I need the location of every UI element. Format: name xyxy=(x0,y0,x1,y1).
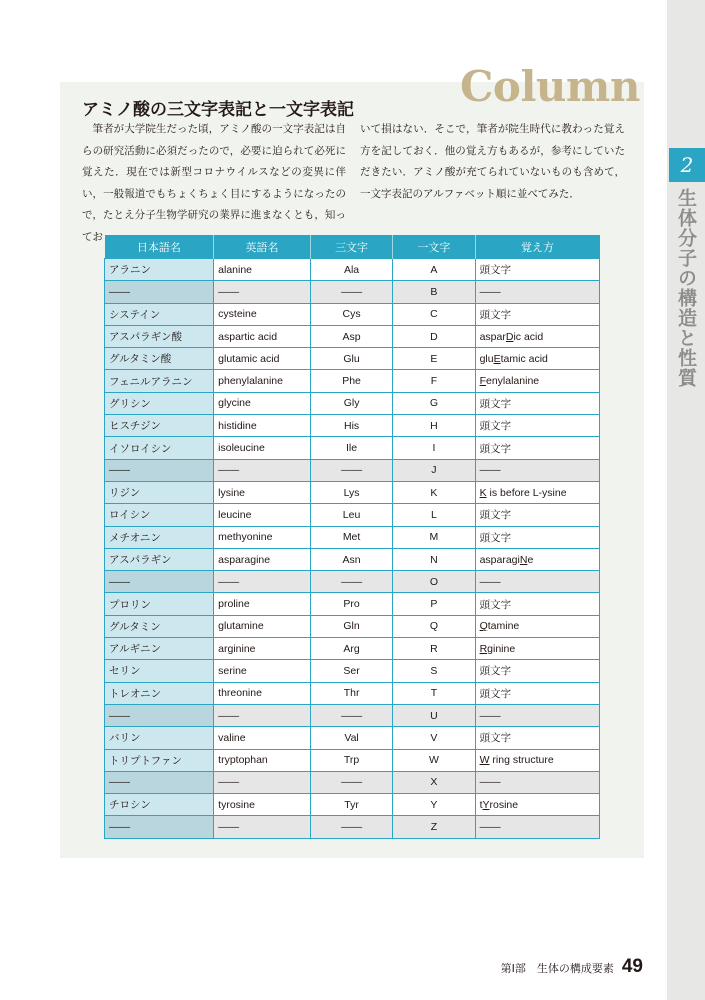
cell-english-name: cysteine xyxy=(214,303,311,325)
table-row xyxy=(105,615,600,637)
cell-mnemonic: W ring structure xyxy=(475,749,599,771)
cell-japanese-name: グルタミン酸 xyxy=(105,348,214,370)
cell-english-name: leucine xyxy=(214,504,311,526)
cell-japanese-name: —— xyxy=(105,459,214,481)
cell-one-letter: N xyxy=(393,548,475,570)
cell-japanese-name: チロシン xyxy=(105,794,214,816)
header-english-name: 英語名 xyxy=(214,235,311,259)
table-row xyxy=(105,526,600,548)
cell-english-name: proline xyxy=(214,593,311,615)
table-row xyxy=(105,682,600,704)
cell-one-letter: I xyxy=(393,437,475,459)
mnemonic-highlight-letter: E xyxy=(493,352,501,365)
cell-three-letter: Cys xyxy=(310,303,392,325)
article-title: アミノ酸の三文字表記と一文字表記 xyxy=(82,100,354,120)
cell-one-letter: F xyxy=(393,370,475,392)
cell-three-letter: —— xyxy=(310,281,392,303)
cell-mnemonic: 頭文字 xyxy=(475,437,599,459)
cell-three-letter: Glu xyxy=(310,348,392,370)
cell-japanese-name: アスパラギン酸 xyxy=(105,325,214,347)
cell-three-letter: Ile xyxy=(310,437,392,459)
cell-three-letter: —— xyxy=(310,459,392,481)
table-row xyxy=(105,281,600,303)
cell-japanese-name: システイン xyxy=(105,303,214,325)
cell-one-letter: X xyxy=(393,771,475,793)
cell-three-letter: Arg xyxy=(310,638,392,660)
cell-japanese-name: プロリン xyxy=(105,593,214,615)
table-row xyxy=(105,370,600,392)
cell-three-letter: Trp xyxy=(310,749,392,771)
cell-three-letter: Met xyxy=(310,526,392,548)
cell-three-letter: Leu xyxy=(310,504,392,526)
cell-one-letter: Y xyxy=(393,794,475,816)
cell-english-name: lysine xyxy=(214,481,311,503)
cell-three-letter: Asp xyxy=(310,325,392,347)
cell-english-name: serine xyxy=(214,660,311,682)
cell-three-letter: Lys xyxy=(310,481,392,503)
cell-mnemonic: —— xyxy=(475,816,599,838)
cell-english-name: —— xyxy=(214,704,311,726)
cell-three-letter: Phe xyxy=(310,370,392,392)
cell-one-letter: O xyxy=(393,571,475,593)
cell-mnemonic: Rginine xyxy=(475,638,599,660)
cell-mnemonic: gluEtamic acid xyxy=(475,348,599,370)
cell-one-letter: E xyxy=(393,348,475,370)
cell-english-name: glycine xyxy=(214,392,311,414)
cell-three-letter: Ala xyxy=(310,259,392,281)
cell-mnemonic: —— xyxy=(475,704,599,726)
cell-one-letter: H xyxy=(393,415,475,437)
cell-english-name: aspartic acid xyxy=(214,325,311,347)
cell-japanese-name: —— xyxy=(105,704,214,726)
cell-japanese-name: —— xyxy=(105,281,214,303)
cell-japanese-name: —— xyxy=(105,771,214,793)
mnemonic-highlight-letter: Y xyxy=(482,798,490,811)
table-row xyxy=(105,660,600,682)
article-paragraph-left: 筆者が大学院生だった頃，アミノ酸の一文字表記は自らの研究活動に必須だったので，必要に迫られて必死に覚えた．現在では新型コロナウイルスなどの変異に伴い，一般報道でもちょくちょく目にするようになったので，たとえ分子生物学研究の業界に進まなくとも，知ってお xyxy=(82,123,346,243)
table-row xyxy=(105,325,600,347)
cell-one-letter: J xyxy=(393,459,475,481)
cell-japanese-name: セリン xyxy=(105,660,214,682)
cell-english-name: tyrosine xyxy=(214,794,311,816)
cell-english-name: glutamic acid xyxy=(214,348,311,370)
cell-mnemonic: Fenylalanine xyxy=(475,370,599,392)
cell-three-letter: Pro xyxy=(310,593,392,615)
cell-mnemonic: 頭文字 xyxy=(475,504,599,526)
cell-one-letter: B xyxy=(393,281,475,303)
mnemonic-highlight-letter: F xyxy=(479,375,486,388)
cell-japanese-name: アルギニン xyxy=(105,638,214,660)
cell-one-letter: P xyxy=(393,593,475,615)
cell-english-name: —— xyxy=(214,816,311,838)
cell-mnemonic: K is before L-ysine xyxy=(475,481,599,503)
table-row xyxy=(105,415,600,437)
chapter-number-tab: 2 xyxy=(669,148,705,182)
cell-three-letter: Gln xyxy=(310,615,392,637)
mnemonic-highlight-letter: Q xyxy=(479,620,488,633)
cell-mnemonic: —— xyxy=(475,281,599,303)
cell-three-letter: —— xyxy=(310,816,392,838)
cell-three-letter: Asn xyxy=(310,548,392,570)
cell-one-letter: Q xyxy=(393,615,475,637)
table-row xyxy=(105,704,600,726)
cell-japanese-name: フェニルアラニン xyxy=(105,370,214,392)
header-three-letter: 三文字 xyxy=(310,235,392,259)
cell-mnemonic: 頭文字 xyxy=(475,303,599,325)
cell-japanese-name: グルタミン xyxy=(105,615,214,637)
cell-english-name: alanine xyxy=(214,259,311,281)
cell-one-letter: U xyxy=(393,704,475,726)
cell-english-name: methyonine xyxy=(214,526,311,548)
cell-english-name: valine xyxy=(214,727,311,749)
table-row xyxy=(105,771,600,793)
cell-one-letter: M xyxy=(393,526,475,548)
cell-mnemonic: tYrosine xyxy=(475,794,599,816)
table-row xyxy=(105,348,600,370)
cell-one-letter: S xyxy=(393,660,475,682)
cell-three-letter: Thr xyxy=(310,682,392,704)
cell-english-name: isoleucine xyxy=(214,437,311,459)
cell-one-letter: A xyxy=(393,259,475,281)
cell-english-name: tryptophan xyxy=(214,749,311,771)
cell-japanese-name: —— xyxy=(105,816,214,838)
cell-japanese-name: リジン xyxy=(105,481,214,503)
cell-mnemonic: —— xyxy=(475,771,599,793)
mnemonic-highlight-letter: W xyxy=(479,754,490,767)
cell-english-name: glutamine xyxy=(214,615,311,637)
cell-one-letter: L xyxy=(393,504,475,526)
page-footer xyxy=(501,956,643,978)
table-row xyxy=(105,548,600,570)
table-row xyxy=(105,392,600,414)
cell-mnemonic: 頭文字 xyxy=(475,392,599,414)
cell-mnemonic: asparDic acid xyxy=(475,325,599,347)
header-mnemonic: 覚え方 xyxy=(475,235,599,259)
cell-japanese-name: —— xyxy=(105,571,214,593)
cell-one-letter: D xyxy=(393,325,475,347)
cell-three-letter: —— xyxy=(310,704,392,726)
column-logo: Column xyxy=(460,62,640,111)
article-paragraph-right: いて損はない．そこで，筆者が院生時代に教わった覚え方を記しておく．他の覚え方もあるが，参考にしていただきたい．アミノ酸が充てられていないものも含めて，一文字表記のアルファベット順に並べてみた． xyxy=(360,123,625,200)
cell-english-name: phenylalanine xyxy=(214,370,311,392)
cell-english-name: threonine xyxy=(214,682,311,704)
cell-mnemonic: 頭文字 xyxy=(475,727,599,749)
cell-japanese-name: トレオニン xyxy=(105,682,214,704)
cell-japanese-name: アスパラギン xyxy=(105,548,214,570)
table-row xyxy=(105,504,600,526)
cell-one-letter: T xyxy=(393,682,475,704)
chapter-title: 生体分子の構造と性質 xyxy=(675,188,697,388)
cell-three-letter: His xyxy=(310,415,392,437)
cell-mnemonic: 頭文字 xyxy=(475,593,599,615)
cell-japanese-name: グリシン xyxy=(105,392,214,414)
cell-mnemonic: 頭文字 xyxy=(475,415,599,437)
mnemonic-highlight-letter: R xyxy=(479,642,488,655)
cell-one-letter: C xyxy=(393,303,475,325)
table-row xyxy=(105,638,600,660)
table-row xyxy=(105,749,600,771)
cell-mnemonic: 頭文字 xyxy=(475,682,599,704)
cell-one-letter: Z xyxy=(393,816,475,838)
cell-japanese-name: ヒスチジン xyxy=(105,415,214,437)
table-row xyxy=(105,481,600,503)
cell-japanese-name: ロイシン xyxy=(105,504,214,526)
cell-japanese-name: バリン xyxy=(105,727,214,749)
cell-english-name: asparagine xyxy=(214,548,311,570)
table-row xyxy=(105,571,600,593)
cell-one-letter: W xyxy=(393,749,475,771)
cell-mnemonic: 頭文字 xyxy=(475,660,599,682)
table-row xyxy=(105,437,600,459)
cell-three-letter: —— xyxy=(310,771,392,793)
cell-japanese-name: アラニン xyxy=(105,259,214,281)
table-row xyxy=(105,259,600,281)
table-header-row xyxy=(105,235,600,259)
table-row xyxy=(105,303,600,325)
cell-mnemonic: asparagiNe xyxy=(475,548,599,570)
cell-one-letter: V xyxy=(393,727,475,749)
mnemonic-highlight-letter: K xyxy=(479,486,487,499)
cell-mnemonic: —— xyxy=(475,571,599,593)
table-row xyxy=(105,794,600,816)
cell-english-name: —— xyxy=(214,281,311,303)
cell-three-letter: Gly xyxy=(310,392,392,414)
table-row xyxy=(105,593,600,615)
cell-one-letter: K xyxy=(393,481,475,503)
cell-japanese-name: メチオニン xyxy=(105,526,214,548)
cell-three-letter: Tyr xyxy=(310,794,392,816)
cell-japanese-name: イソロイシン xyxy=(105,437,214,459)
footer-part-label: 第Ⅰ部 生体の構成要素 xyxy=(500,962,614,975)
cell-english-name: histidine xyxy=(214,415,311,437)
cell-mnemonic: —— xyxy=(475,459,599,481)
cell-three-letter: —— xyxy=(310,571,392,593)
cell-three-letter: Ser xyxy=(310,660,392,682)
cell-one-letter: G xyxy=(393,392,475,414)
cell-mnemonic: Qtamine xyxy=(475,615,599,637)
table-row xyxy=(105,816,600,838)
table-row xyxy=(105,727,600,749)
amino-acid-table xyxy=(104,235,600,839)
cell-english-name: —— xyxy=(214,571,311,593)
cell-three-letter: Val xyxy=(310,727,392,749)
header-one-letter: 一文字 xyxy=(393,235,475,259)
header-japanese-name: 日本語名 xyxy=(105,235,214,259)
mnemonic-highlight-letter: N xyxy=(519,553,528,566)
table-row xyxy=(105,459,600,481)
cell-japanese-name: トリプトファン xyxy=(105,749,214,771)
cell-english-name: —— xyxy=(214,771,311,793)
cell-english-name: arginine xyxy=(214,638,311,660)
page-number: 49 xyxy=(621,956,643,977)
cell-mnemonic: 頭文字 xyxy=(475,526,599,548)
mnemonic-highlight-letter: D xyxy=(505,330,514,343)
cell-one-letter: R xyxy=(393,638,475,660)
cell-english-name: —— xyxy=(214,459,311,481)
cell-mnemonic: 頭文字 xyxy=(475,259,599,281)
